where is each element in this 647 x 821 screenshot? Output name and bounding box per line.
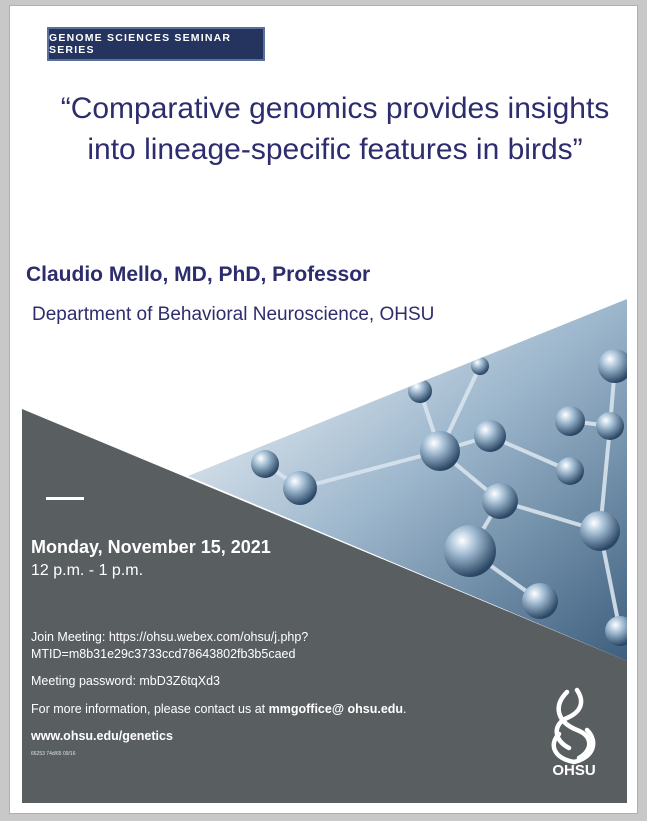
event-time: 12 p.m. - 1 p.m. — [31, 562, 144, 579]
speaker-name: Claudio Mello, MD, PhD, Professor — [26, 263, 371, 286]
contact-email[interactable]: mmgoffice@ ohsu.edu — [268, 702, 404, 716]
contact-suffix: . — [403, 702, 407, 716]
talk-title-line-1: “Comparative genomics provides insights — [60, 92, 610, 125]
talk-title-line-2: into lineage-specific features in birds” — [87, 133, 583, 166]
website-link[interactable]: www.ohsu.edu/genetics — [31, 729, 173, 743]
meeting-link-line-2[interactable]: MTID=m8b31e29c3733ccd78643802fb3b5caed — [31, 647, 296, 661]
accent-dash — [46, 497, 84, 500]
speaker-department: Department of Behavioral Neuroscience, OHSU — [32, 304, 435, 325]
print-code: 66253 74d/65 09/16 — [31, 751, 76, 757]
event-date: Monday, November 15, 2021 — [31, 537, 271, 557]
meeting-link-line-1[interactable]: Join Meeting: https://ohsu.webex.com/ohsu/j.php? — [31, 630, 309, 644]
series-badge: GENOME SCIENCES SEMINAR SERIES — [47, 27, 265, 61]
contact-info — [31, 702, 407, 716]
meeting-link[interactable] — [31, 629, 361, 663]
seminar-poster — [9, 5, 638, 814]
ohsu-logo-text: OHSU — [552, 762, 596, 779]
meeting-password: Meeting password: mbD3Z6tqXd3 — [31, 674, 220, 688]
contact-prefix: For more information, please contact us at — [31, 702, 269, 716]
